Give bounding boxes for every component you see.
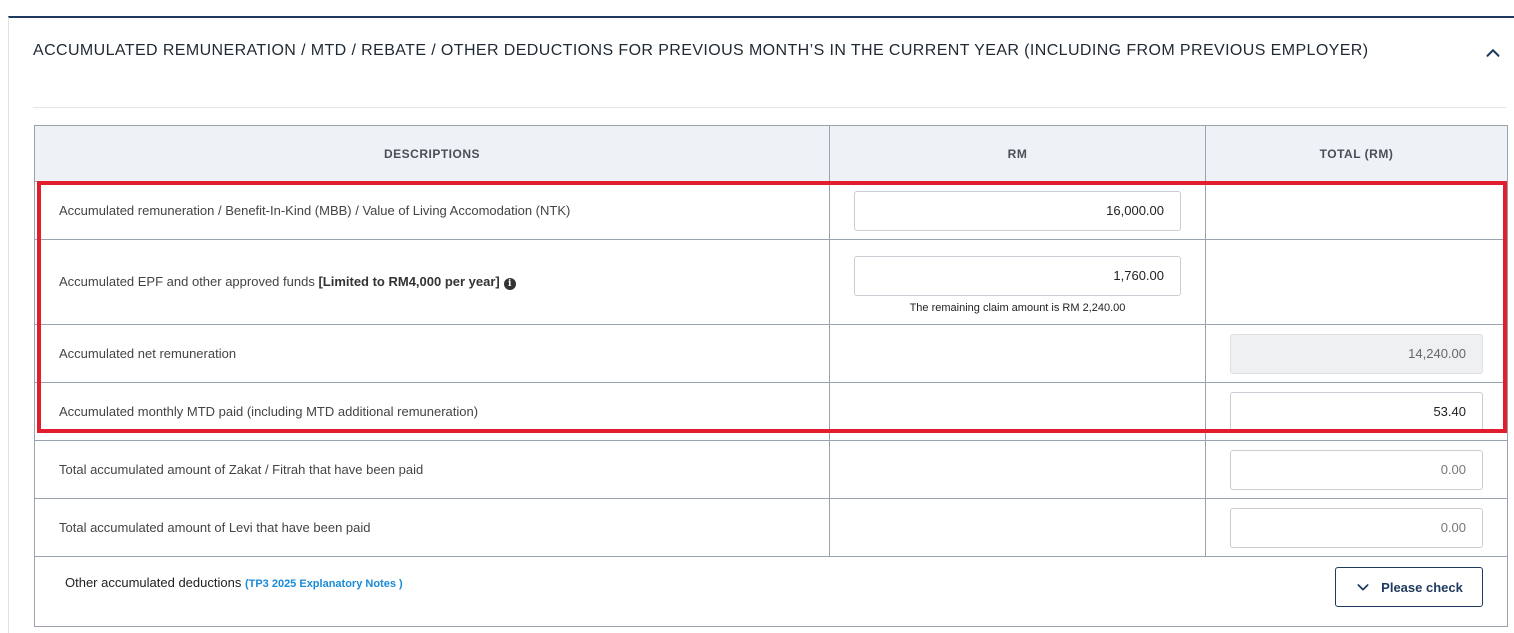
total-cell [1206,383,1508,441]
explanatory-notes-link[interactable]: (TP3 2025 Explanatory Notes ) [244,578,403,590]
rm-cell [830,325,1206,383]
table-row [35,499,1508,557]
epf-rm-input[interactable]: 1,760.00 [854,256,1181,296]
mtd-total-input[interactable]: 53.40 [1230,392,1483,432]
row-label-epf [35,240,830,325]
deductions-panel [8,16,1514,633]
rm-cell [830,182,1206,240]
net-total-field: 14,240.00 [1230,334,1483,374]
remuneration-rm-input[interactable]: 16,000.00 [854,191,1181,231]
row-label-mtd: Accumulated monthly MTD paid (including MTD additional remuneration) [35,383,830,441]
table-row [35,441,1508,499]
rm-cell [830,499,1206,557]
row-label-zakat: Total accumulated amount of Zakat / Fitrah that have been paid [35,441,830,499]
other-deductions-label [65,575,403,590]
remaining-claim-hint: The remaining claim amount is RM 2,240.00 [909,302,1126,314]
epf-label-text: Accumulated EPF and other approved funds [59,274,319,289]
header-total: TOTAL (RM) [1206,126,1508,182]
zakat-total-input[interactable]: 0.00 [1230,450,1483,490]
total-cell [1206,499,1508,557]
total-cell [1206,182,1508,240]
table-row [35,182,1508,240]
chevron-down-icon [1355,579,1371,595]
table-row [35,325,1508,383]
row-label-remuneration: Accumulated remuneration / Benefit-In-Kind (MBB) / Value of Living Accomodation (NTK) [35,182,830,240]
other-deductions-text: Other accumulated deductions [65,575,245,590]
deductions-table [34,125,1508,627]
levi-total-input[interactable]: 0.00 [1230,508,1483,548]
rm-cell [830,240,1206,325]
please-check-button[interactable] [1335,567,1483,607]
rm-cell [830,441,1206,499]
table-row [35,557,1508,627]
epf-limit-text: [Limited to RM4,000 per year] [318,274,500,289]
other-deductions-cell [35,557,1508,627]
row-label-levi: Total accumulated amount of Levi that have been paid [35,499,830,557]
header-descriptions: DESCRIPTIONS [35,126,830,182]
table-header-row [35,126,1508,182]
table-row [35,383,1508,441]
please-check-label: Please check [1381,579,1463,595]
total-cell [1206,441,1508,499]
section-title: ACCUMULATED REMUNERATION / MTD / REBATE / OTHER DEDUCTIONS FOR PREVIOUS MONTH’S IN THE CURRENT YEAR (INCLUDING FROM PREVIOUS EMPLOYER) [33,42,1369,59]
table-row [35,240,1508,325]
header-rm: RM [830,126,1206,182]
info-icon[interactable]: i [504,278,516,290]
rm-cell [830,383,1206,441]
total-cell [1206,240,1508,325]
section-divider [33,107,1506,108]
row-label-net: Accumulated net remuneration [35,325,830,383]
chevron-up-icon[interactable] [1482,42,1504,64]
total-cell [1206,325,1508,383]
